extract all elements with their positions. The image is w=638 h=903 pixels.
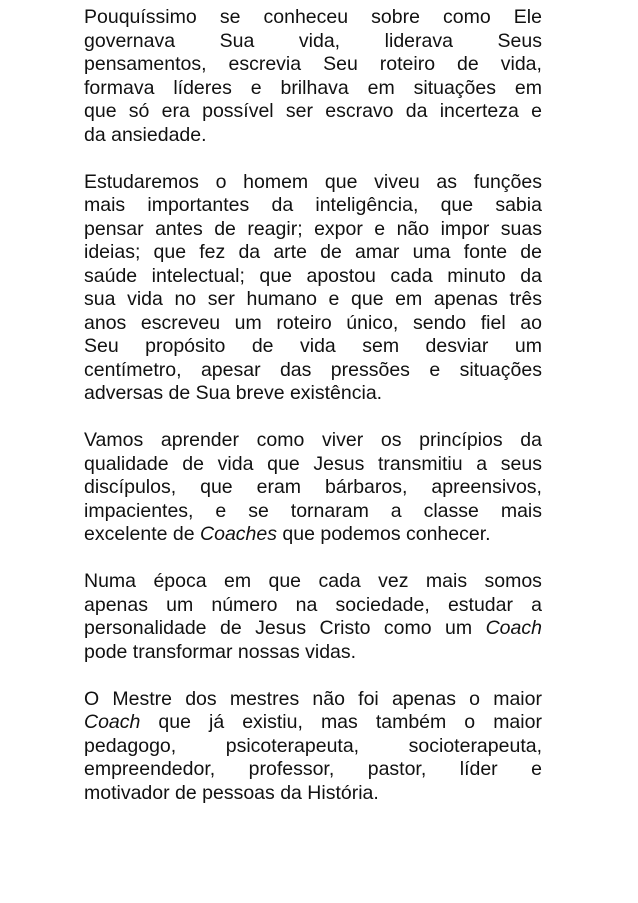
- word: o: [469, 687, 481, 710]
- text-line: [84, 453, 542, 477]
- word: sendo: [412, 311, 467, 334]
- word: fiel: [480, 311, 506, 334]
- word: também: [375, 711, 447, 733]
- text-line: [84, 758, 542, 782]
- word: roteiro: [276, 311, 332, 334]
- word: situações: [413, 76, 496, 99]
- word: pastor,: [367, 758, 427, 780]
- word: que: [200, 476, 233, 498]
- text-line: [84, 429, 542, 453]
- text-line: [84, 288, 542, 312]
- word: foi: [358, 687, 379, 710]
- word: que: [259, 264, 292, 287]
- italic-text: Coaches: [200, 523, 277, 545]
- word: humano: [246, 288, 317, 310]
- word: cada: [318, 570, 361, 592]
- word: em: [514, 76, 542, 99]
- word: que: [158, 711, 191, 733]
- word: existiu,: [242, 711, 303, 733]
- word: formava: [84, 76, 155, 99]
- word: em: [367, 76, 395, 99]
- word: de: [182, 452, 204, 475]
- word: Mestre: [112, 687, 172, 710]
- word: possível: [202, 100, 274, 122]
- word: sem: [362, 335, 400, 357]
- word: líder: [459, 758, 498, 780]
- word: que: [440, 194, 474, 216]
- word: ao: [520, 311, 542, 334]
- word: de: [520, 241, 542, 263]
- word: suas: [500, 217, 542, 240]
- word: anos: [84, 311, 127, 334]
- word: escrevia: [228, 53, 302, 75]
- paragraph: [84, 429, 542, 547]
- word: qualidade: [84, 452, 169, 475]
- word: empreendedor,: [84, 758, 216, 780]
- word: vez: [378, 570, 409, 592]
- text-segment: que podemos conhecer.: [276, 523, 491, 545]
- word: único,: [346, 311, 399, 334]
- word: mas: [320, 711, 358, 733]
- word: pensar: [84, 217, 144, 240]
- text-line: [84, 265, 542, 289]
- text-segment: motivador de pessoas da História.: [84, 781, 379, 804]
- word: se: [248, 499, 269, 522]
- word: já: [208, 711, 225, 733]
- text-line: [84, 359, 542, 383]
- word: como: [256, 429, 305, 451]
- word: e: [531, 758, 542, 780]
- text-line: [84, 735, 542, 759]
- word: apreensivos,: [431, 476, 542, 498]
- word: apenas: [433, 288, 498, 310]
- word: que: [267, 452, 300, 475]
- word: Seus: [497, 29, 542, 52]
- word: apenas: [84, 593, 148, 616]
- word: no: [174, 288, 197, 310]
- word: brilhava: [280, 76, 349, 99]
- word: liderava: [384, 29, 453, 52]
- word: desviar: [425, 335, 489, 357]
- word: minuto: [447, 264, 506, 287]
- word: Coach: [84, 711, 141, 733]
- word: discípulos,: [84, 476, 177, 498]
- word: psicoterapeuta,: [225, 734, 360, 757]
- word: Sua: [219, 29, 255, 52]
- word: pedagogo,: [84, 734, 177, 757]
- paragraph: [84, 570, 542, 664]
- word: das: [279, 358, 312, 381]
- word: que: [153, 241, 187, 263]
- word: três: [509, 288, 542, 310]
- text-line: [84, 382, 542, 406]
- word: Seu: [323, 53, 358, 75]
- word: mais: [425, 570, 468, 592]
- word: a: [476, 452, 488, 475]
- text-line: [84, 711, 542, 735]
- word: apenas: [391, 687, 456, 710]
- word: um: [514, 335, 542, 357]
- word: vida,: [500, 53, 542, 75]
- word: que: [268, 570, 302, 592]
- word: maior: [493, 711, 542, 733]
- word: da: [405, 100, 428, 122]
- word: não: [312, 687, 345, 710]
- word: socioterapeuta,: [408, 734, 542, 757]
- word: tornaram: [290, 499, 369, 522]
- word: amar: [354, 241, 400, 263]
- word: de: [320, 241, 342, 263]
- word: Pouquíssimo: [84, 6, 197, 28]
- word: como: [443, 6, 491, 28]
- word: e: [429, 358, 441, 381]
- word: Vamos: [84, 429, 144, 451]
- word: ideias;: [84, 241, 141, 263]
- word: Ele: [513, 6, 542, 28]
- text-line: [84, 617, 542, 641]
- word: o: [215, 170, 227, 193]
- word: não: [396, 217, 430, 240]
- word: época: [153, 570, 207, 592]
- word: se: [219, 6, 241, 28]
- text-line: [84, 641, 542, 665]
- word: viver: [322, 429, 364, 451]
- word: um: [166, 593, 194, 616]
- word: líderes: [173, 76, 232, 99]
- word: mais: [500, 499, 542, 522]
- word: que: [351, 288, 384, 310]
- word: de: [457, 53, 479, 75]
- word: saúde: [84, 264, 138, 287]
- word: de: [251, 335, 274, 357]
- word: escreveu: [140, 311, 221, 334]
- word: roteiro: [379, 53, 436, 75]
- word: que: [84, 100, 117, 122]
- word: bárbaros,: [325, 476, 408, 498]
- word: incerteza: [439, 100, 519, 122]
- text-line: [84, 100, 542, 124]
- word: expor: [314, 217, 363, 240]
- word: em: [223, 570, 252, 592]
- word: sabia: [495, 194, 542, 216]
- word: os: [380, 429, 402, 451]
- text-line: [84, 500, 542, 524]
- word: e: [531, 100, 542, 122]
- word: apostou: [306, 264, 376, 287]
- word: governava: [84, 29, 176, 52]
- word: e: [215, 499, 227, 522]
- text-line: [84, 782, 542, 806]
- word: aprender: [160, 429, 239, 451]
- text-line: [84, 476, 542, 500]
- word: mais: [84, 194, 126, 216]
- word: intelectual;: [151, 264, 245, 287]
- text-line: [84, 218, 542, 242]
- word: um: [445, 617, 473, 639]
- word: cada: [390, 264, 433, 287]
- word: uma: [412, 241, 451, 263]
- text-segment: da ansiedade.: [84, 123, 207, 146]
- word: Cristo: [319, 617, 371, 639]
- word: propósito: [145, 335, 226, 357]
- word: classe: [423, 499, 479, 522]
- paragraph: [84, 6, 542, 147]
- word: funções: [473, 170, 542, 193]
- word: ser: [207, 288, 235, 310]
- word: Seu: [84, 335, 119, 357]
- text-line: [84, 594, 542, 618]
- word: fez: [199, 241, 226, 263]
- word: transmitiu: [378, 452, 463, 475]
- text-line: [84, 171, 542, 195]
- word: viveu: [374, 170, 420, 193]
- text-line: [84, 688, 542, 712]
- word: sua: [84, 288, 116, 310]
- word: Numa: [84, 570, 137, 592]
- word: pressões: [330, 358, 410, 381]
- paragraph: [84, 688, 542, 806]
- word: estudar: [447, 593, 513, 616]
- word: arte: [273, 241, 307, 263]
- word: o: [464, 711, 476, 733]
- word: impor: [440, 217, 490, 240]
- word: Jesus: [255, 617, 307, 639]
- word: só: [128, 100, 150, 122]
- word: fonte: [463, 241, 508, 263]
- word: seus: [500, 452, 542, 475]
- word: vida: [217, 452, 254, 475]
- word: que: [324, 170, 358, 193]
- text-line: [84, 312, 542, 336]
- word: vida: [127, 288, 163, 310]
- word: impacientes,: [84, 499, 194, 522]
- word: somos: [484, 570, 542, 592]
- word: e: [374, 217, 386, 240]
- word: e: [250, 76, 262, 99]
- word: mestres: [229, 687, 300, 710]
- word: na: [295, 593, 318, 616]
- word: da: [520, 429, 542, 451]
- word: centímetro,: [84, 358, 182, 381]
- text-line: [84, 335, 542, 359]
- word: vida: [299, 335, 336, 357]
- text-line: [84, 53, 542, 77]
- word: homem: [243, 170, 309, 193]
- text-segment: pode transformar nossas vidas.: [84, 640, 357, 663]
- word: maior: [493, 687, 542, 710]
- word: personalidade: [84, 617, 207, 639]
- word: ser: [285, 100, 313, 122]
- word: de: [214, 217, 236, 240]
- word: Jesus: [313, 452, 365, 475]
- text-line: [84, 523, 542, 547]
- word: reagir;: [247, 217, 303, 240]
- word: antes: [155, 217, 203, 240]
- word: pensamentos,: [84, 53, 207, 75]
- word: importantes: [147, 194, 250, 216]
- word: sociedade,: [335, 593, 430, 616]
- word: dos: [185, 687, 217, 710]
- document-page: [84, 6, 542, 829]
- word: como: [383, 617, 432, 639]
- word: as: [436, 170, 457, 193]
- text-line: [84, 241, 542, 265]
- text-segment: excelente de: [84, 523, 201, 545]
- text-line: [84, 77, 542, 101]
- word: da: [520, 264, 542, 287]
- word: da: [238, 241, 261, 263]
- word: a: [531, 593, 542, 616]
- word: inteligência,: [315, 194, 419, 216]
- word: era: [161, 100, 190, 122]
- word: escravo: [325, 100, 394, 122]
- word: da: [271, 194, 294, 216]
- text-line: [84, 124, 542, 148]
- word: a: [390, 499, 402, 522]
- word: apesar: [200, 358, 261, 381]
- word: um: [234, 311, 262, 334]
- text-line: [84, 30, 542, 54]
- text-line: [84, 194, 542, 218]
- word: professor,: [248, 758, 335, 780]
- word: sobre: [371, 6, 420, 28]
- text-segment: adversas de Sua breve existência.: [84, 382, 383, 404]
- word: vida,: [298, 29, 341, 52]
- text-line: [84, 6, 542, 30]
- word: de: [219, 617, 242, 639]
- word: em: [395, 288, 423, 310]
- word: Estudaremos: [84, 170, 199, 193]
- text-line: [84, 570, 542, 594]
- word: Coach: [485, 617, 542, 639]
- word: número: [211, 593, 278, 616]
- word: princípios: [419, 429, 503, 451]
- word: situações: [459, 358, 542, 381]
- word: conheceu: [263, 6, 349, 28]
- word: e: [328, 288, 340, 310]
- word: eram: [256, 476, 302, 498]
- paragraph: [84, 171, 542, 406]
- word: O: [84, 687, 100, 710]
